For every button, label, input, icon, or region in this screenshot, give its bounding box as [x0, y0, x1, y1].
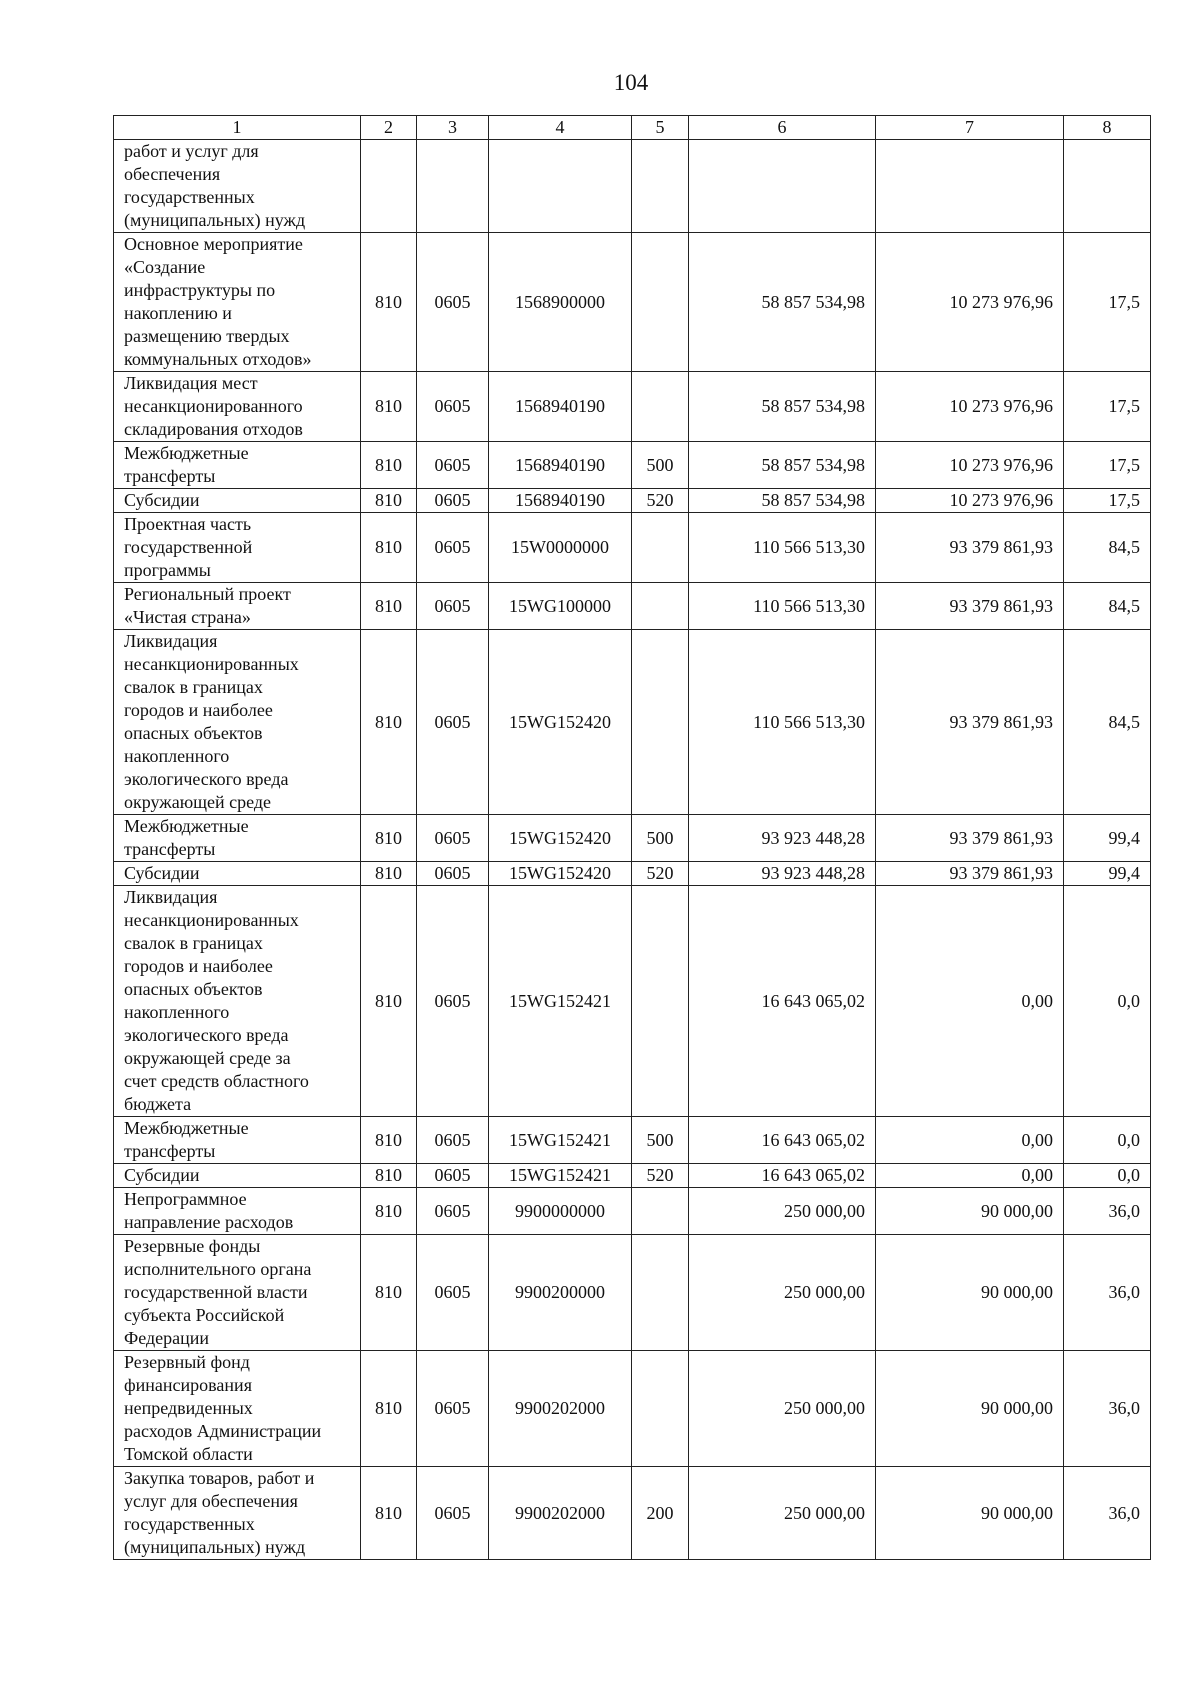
executed-amount-cell: 90 000,00	[876, 1235, 1064, 1351]
item-name-line: городов и наиболее	[124, 956, 273, 976]
table-row	[114, 862, 1151, 886]
item-name-cell	[114, 372, 361, 442]
item-name-line: государственных	[124, 187, 255, 207]
table-row	[114, 1188, 1151, 1235]
item-name-line: накоплению и	[124, 303, 232, 323]
item-name-line: Резервные фонды	[124, 1236, 261, 1256]
planned-amount-cell: 16 643 065,02	[689, 1117, 876, 1164]
execution-percent-cell: 36,0	[1064, 1188, 1151, 1235]
target-article-cell: 1568940190	[489, 489, 632, 513]
table-row	[114, 489, 1151, 513]
item-name-line: Федерации	[124, 1328, 210, 1348]
planned-amount-cell	[689, 140, 876, 233]
executed-amount-cell: 93 379 861,93	[876, 862, 1064, 886]
expense-type-cell	[632, 513, 689, 583]
table-row	[114, 1117, 1151, 1164]
target-article-cell: 15WG152421	[489, 1117, 632, 1164]
table-row	[114, 1235, 1151, 1351]
chapter-code-cell: 810	[361, 815, 417, 862]
expense-type-cell: 520	[632, 1164, 689, 1188]
chapter-code-cell: 810	[361, 1117, 417, 1164]
item-name-line: несанкционированных	[124, 654, 299, 674]
item-name-line: непредвиденных	[124, 1398, 253, 1418]
section-code-cell: 0605	[417, 233, 489, 372]
chapter-code-cell: 810	[361, 1188, 417, 1235]
item-name-line: «Чистая страна»	[124, 607, 251, 627]
target-article-cell: 1568900000	[489, 233, 632, 372]
executed-amount-cell: 0,00	[876, 886, 1064, 1117]
item-name-line: свалок в границах	[124, 933, 263, 953]
chapter-code-cell: 810	[361, 372, 417, 442]
item-name-line: исполнительного органа	[124, 1259, 312, 1279]
execution-percent-cell: 99,4	[1064, 815, 1151, 862]
executed-amount-cell: 90 000,00	[876, 1351, 1064, 1467]
item-name-line: трансферты	[124, 1141, 216, 1161]
planned-amount-cell: 110 566 513,30	[689, 513, 876, 583]
item-name-line: субъекта Российской	[124, 1305, 285, 1325]
item-name-line: счет средств областного	[124, 1071, 309, 1091]
planned-amount-cell: 110 566 513,30	[689, 630, 876, 815]
item-name-cell	[114, 1164, 361, 1188]
item-name-cell	[114, 233, 361, 372]
item-name-cell	[114, 442, 361, 489]
item-name-line: государственной	[124, 537, 253, 557]
chapter-code-cell: 810	[361, 630, 417, 815]
expense-type-cell: 200	[632, 1467, 689, 1560]
target-article-cell: 15WG152420	[489, 815, 632, 862]
table-row	[114, 1467, 1151, 1560]
item-name-cell	[114, 630, 361, 815]
section-code-cell: 0605	[417, 372, 489, 442]
item-name-line: коммунальных отходов»	[124, 349, 312, 369]
planned-amount-cell: 250 000,00	[689, 1188, 876, 1235]
executed-amount-cell: 0,00	[876, 1117, 1064, 1164]
item-name-line: несанкционированного	[124, 396, 303, 416]
item-name-line: государственных	[124, 1514, 255, 1534]
item-name-line: государственной власти	[124, 1282, 308, 1302]
execution-percent-cell: 17,5	[1064, 233, 1151, 372]
target-article-cell: 15W0000000	[489, 513, 632, 583]
execution-percent-cell: 0,0	[1064, 886, 1151, 1117]
target-article-cell: 15WG100000	[489, 583, 632, 630]
item-name-line: (муниципальных) нужд	[124, 1537, 306, 1557]
executed-amount-cell: 10 273 976,96	[876, 233, 1064, 372]
executed-amount-cell: 10 273 976,96	[876, 372, 1064, 442]
item-name-line: направление расходов	[124, 1212, 294, 1232]
planned-amount-cell: 250 000,00	[689, 1351, 876, 1467]
item-name-line: обеспечения	[124, 164, 221, 184]
planned-amount-cell: 93 923 448,28	[689, 862, 876, 886]
section-code-cell: 0605	[417, 489, 489, 513]
planned-amount-cell: 58 857 534,98	[689, 233, 876, 372]
column-header: 6	[689, 116, 876, 140]
execution-percent-cell: 36,0	[1064, 1351, 1151, 1467]
item-name-line: финансирования	[124, 1375, 252, 1395]
table-row	[114, 140, 1151, 233]
expense-type-cell	[632, 233, 689, 372]
chapter-code-cell: 810	[361, 886, 417, 1117]
item-name-line: программы	[124, 560, 211, 580]
target-article-cell: 9900000000	[489, 1188, 632, 1235]
table-row	[114, 886, 1151, 1117]
executed-amount-cell: 10 273 976,96	[876, 442, 1064, 489]
item-name-line: Субсидии	[124, 490, 200, 510]
table-row	[114, 583, 1151, 630]
target-article-cell: 9900200000	[489, 1235, 632, 1351]
expense-type-cell	[632, 583, 689, 630]
item-name-line: трансферты	[124, 466, 216, 486]
expense-type-cell	[632, 1235, 689, 1351]
executed-amount-cell: 93 379 861,93	[876, 583, 1064, 630]
table-body	[114, 140, 1151, 1560]
execution-percent-cell: 36,0	[1064, 1235, 1151, 1351]
item-name-line: Проектная часть	[124, 514, 252, 534]
item-name-line: свалок в границах	[124, 677, 263, 697]
planned-amount-cell: 16 643 065,02	[689, 886, 876, 1117]
table-row	[114, 630, 1151, 815]
table-row	[114, 1164, 1151, 1188]
chapter-code-cell: 810	[361, 583, 417, 630]
table-row	[114, 815, 1151, 862]
chapter-code-cell: 810	[361, 1235, 417, 1351]
item-name-line: окружающей среде за	[124, 1048, 291, 1068]
item-name-line: услуг для обеспечения	[124, 1491, 298, 1511]
chapter-code-cell: 810	[361, 233, 417, 372]
executed-amount-cell: 93 379 861,93	[876, 815, 1064, 862]
item-name-line: Томской области	[124, 1444, 253, 1464]
column-header: 2	[361, 116, 417, 140]
column-header: 3	[417, 116, 489, 140]
planned-amount-cell: 16 643 065,02	[689, 1164, 876, 1188]
item-name-line: Ликвидация мест	[124, 373, 258, 393]
planned-amount-cell: 93 923 448,28	[689, 815, 876, 862]
chapter-code-cell: 810	[361, 513, 417, 583]
executed-amount-cell: 93 379 861,93	[876, 513, 1064, 583]
section-code-cell: 0605	[417, 886, 489, 1117]
expense-type-cell: 500	[632, 815, 689, 862]
executed-amount-cell: 10 273 976,96	[876, 489, 1064, 513]
item-name-line: Региональный проект	[124, 584, 291, 604]
expense-type-cell	[632, 886, 689, 1117]
chapter-code-cell: 810	[361, 1467, 417, 1560]
item-name-cell	[114, 140, 361, 233]
item-name-cell	[114, 862, 361, 886]
execution-percent-cell: 84,5	[1064, 630, 1151, 815]
executed-amount-cell: 0,00	[876, 1164, 1064, 1188]
expense-type-cell	[632, 1351, 689, 1467]
item-name-line: опасных объектов	[124, 979, 263, 999]
target-article-cell: 15WG152421	[489, 1164, 632, 1188]
item-name-line: Межбюджетные	[124, 816, 249, 836]
expense-type-cell: 520	[632, 489, 689, 513]
item-name-cell	[114, 886, 361, 1117]
section-code-cell: 0605	[417, 1188, 489, 1235]
item-name-line: экологического вреда	[124, 769, 289, 789]
executed-amount-cell: 90 000,00	[876, 1188, 1064, 1235]
item-name-line: Закупка товаров, работ и	[124, 1468, 315, 1488]
expense-type-cell	[632, 372, 689, 442]
item-name-line: «Создание	[124, 257, 206, 277]
item-name-line: Межбюджетные	[124, 443, 249, 463]
execution-percent-cell: 84,5	[1064, 513, 1151, 583]
section-code-cell: 0605	[417, 630, 489, 815]
column-header: 1	[114, 116, 361, 140]
item-name-line: Основное мероприятие	[124, 234, 303, 254]
item-name-cell	[114, 513, 361, 583]
planned-amount-cell: 58 857 534,98	[689, 442, 876, 489]
item-name-cell	[114, 1467, 361, 1560]
expense-type-cell: 500	[632, 442, 689, 489]
item-name-line: трансферты	[124, 839, 216, 859]
execution-percent-cell: 36,0	[1064, 1467, 1151, 1560]
execution-percent-cell: 84,5	[1064, 583, 1151, 630]
section-code-cell: 0605	[417, 1467, 489, 1560]
item-name-line: накопленного	[124, 1002, 230, 1022]
expense-type-cell	[632, 630, 689, 815]
planned-amount-cell: 250 000,00	[689, 1235, 876, 1351]
section-code-cell	[417, 140, 489, 233]
item-name-cell	[114, 583, 361, 630]
expense-type-cell	[632, 140, 689, 233]
table-row	[114, 1351, 1151, 1467]
execution-percent-cell: 0,0	[1064, 1117, 1151, 1164]
planned-amount-cell: 58 857 534,98	[689, 372, 876, 442]
budget-table	[113, 115, 1151, 1560]
section-code-cell: 0605	[417, 1351, 489, 1467]
target-article-cell: 9900202000	[489, 1351, 632, 1467]
item-name-line: расходов Администрации	[124, 1421, 322, 1441]
executed-amount-cell: 90 000,00	[876, 1467, 1064, 1560]
item-name-line: складирования отходов	[124, 419, 303, 439]
planned-amount-cell: 250 000,00	[689, 1467, 876, 1560]
planned-amount-cell: 58 857 534,98	[689, 489, 876, 513]
target-article-cell: 1568940190	[489, 372, 632, 442]
item-name-cell	[114, 489, 361, 513]
item-name-line: Резервный фонд	[124, 1352, 250, 1372]
planned-amount-cell: 110 566 513,30	[689, 583, 876, 630]
executed-amount-cell	[876, 140, 1064, 233]
item-name-line: экологического вреда	[124, 1025, 289, 1045]
item-name-line: накопленного	[124, 746, 230, 766]
chapter-code-cell: 810	[361, 862, 417, 886]
item-name-line: Субсидии	[124, 863, 200, 883]
item-name-line: инфраструктуры по	[124, 280, 276, 300]
section-code-cell: 0605	[417, 442, 489, 489]
table-row	[114, 513, 1151, 583]
section-code-cell: 0605	[417, 1164, 489, 1188]
execution-percent-cell: 17,5	[1064, 442, 1151, 489]
chapter-code-cell: 810	[361, 489, 417, 513]
item-name-line: опасных объектов	[124, 723, 263, 743]
item-name-cell	[114, 1351, 361, 1467]
item-name-line: работ и услуг для	[124, 141, 259, 161]
item-name-line: Межбюджетные	[124, 1118, 249, 1138]
execution-percent-cell	[1064, 140, 1151, 233]
page-number: 104	[613, 70, 649, 95]
target-article-cell: 15WG152420	[489, 862, 632, 886]
item-name-line: размещению твердых	[124, 326, 290, 346]
section-code-cell: 0605	[417, 583, 489, 630]
item-name-cell	[114, 1188, 361, 1235]
execution-percent-cell: 17,5	[1064, 372, 1151, 442]
section-code-cell: 0605	[417, 1235, 489, 1351]
section-code-cell: 0605	[417, 815, 489, 862]
table-row	[114, 442, 1151, 489]
section-code-cell: 0605	[417, 513, 489, 583]
target-article-cell: 1568940190	[489, 442, 632, 489]
target-article-cell: 15WG152421	[489, 886, 632, 1117]
item-name-line: бюджета	[124, 1094, 192, 1114]
item-name-line: (муниципальных) нужд	[124, 210, 306, 230]
chapter-code-cell: 810	[361, 1351, 417, 1467]
chapter-code-cell	[361, 140, 417, 233]
item-name-cell	[114, 1235, 361, 1351]
column-header: 8	[1064, 116, 1151, 140]
item-name-line: окружающей среде	[124, 792, 272, 812]
item-name-line: Субсидии	[124, 1165, 200, 1185]
target-article-cell: 9900202000	[489, 1467, 632, 1560]
table-row	[114, 372, 1151, 442]
section-code-cell: 0605	[417, 1117, 489, 1164]
item-name-line: Непрограммное	[124, 1189, 247, 1209]
table-row	[114, 233, 1151, 372]
execution-percent-cell: 0,0	[1064, 1164, 1151, 1188]
item-name-line: Ликвидация	[124, 631, 218, 651]
chapter-code-cell: 810	[361, 442, 417, 489]
expense-type-cell: 500	[632, 1117, 689, 1164]
expense-type-cell	[632, 1188, 689, 1235]
expense-type-cell: 520	[632, 862, 689, 886]
column-header: 7	[876, 116, 1064, 140]
chapter-code-cell: 810	[361, 1164, 417, 1188]
target-article-cell: 15WG152420	[489, 630, 632, 815]
executed-amount-cell: 93 379 861,93	[876, 630, 1064, 815]
item-name-cell	[114, 1117, 361, 1164]
item-name-cell	[114, 815, 361, 862]
target-article-cell	[489, 140, 632, 233]
item-name-line: городов и наиболее	[124, 700, 273, 720]
column-header: 4	[489, 116, 632, 140]
item-name-line: Ликвидация	[124, 887, 218, 907]
column-header: 5	[632, 116, 689, 140]
header-row	[114, 116, 1151, 140]
section-code-cell: 0605	[417, 862, 489, 886]
execution-percent-cell: 99,4	[1064, 862, 1151, 886]
execution-percent-cell: 17,5	[1064, 489, 1151, 513]
item-name-line: несанкционированных	[124, 910, 299, 930]
